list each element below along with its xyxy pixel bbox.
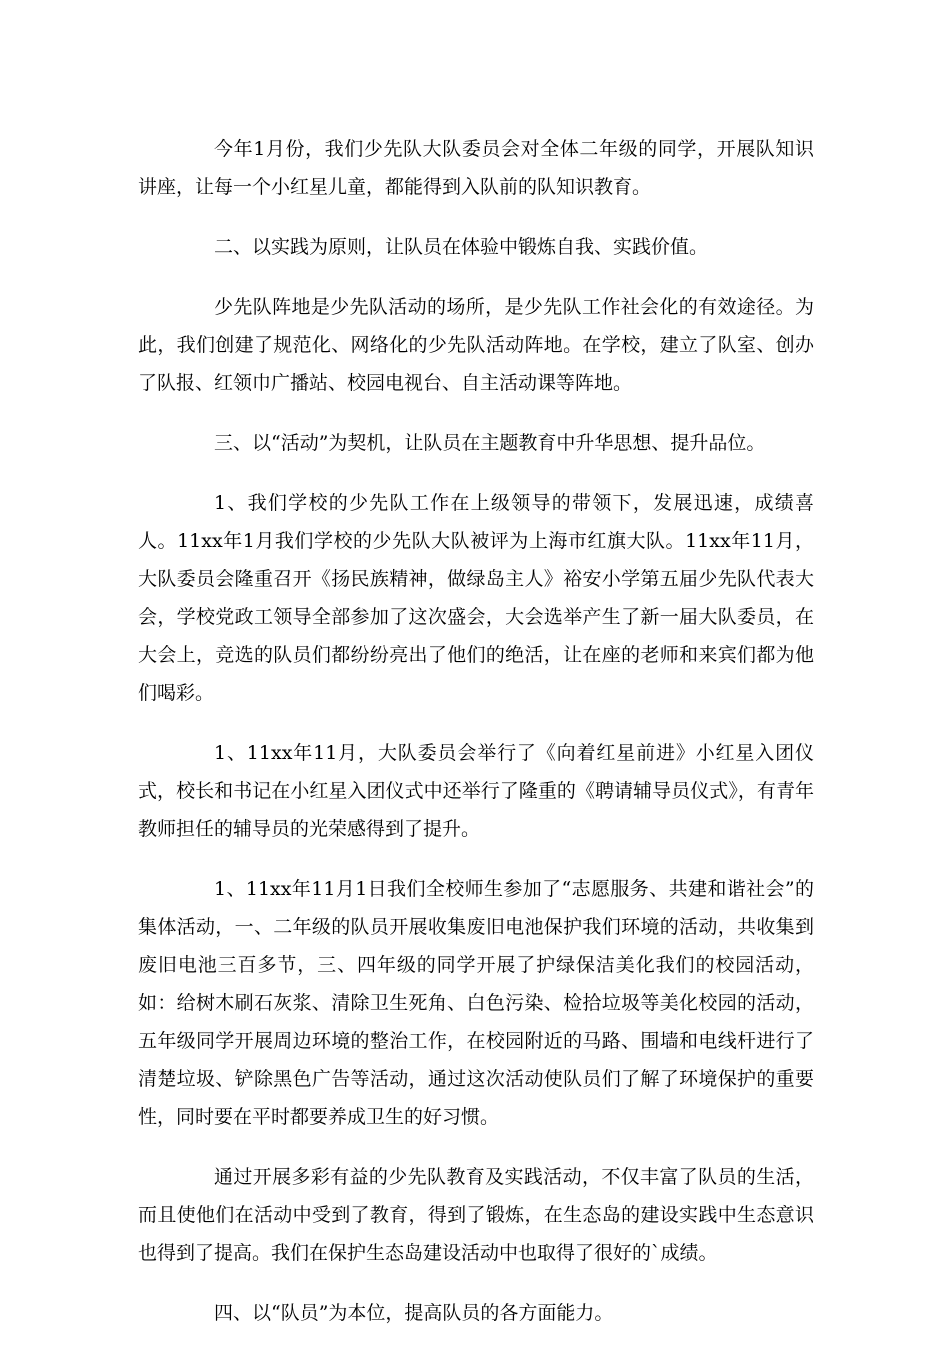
section-heading: 二、以实践为原则，让队员在体验中锻炼自我、实践价值。 xyxy=(214,236,709,258)
paragraph: 今年1月份，我们少先队大队委员会对全体二年级的同学，开展队知识讲座，让每一个小红星儿童，都能得到入队前的队知识教育。 xyxy=(138,138,814,198)
paragraph: 通过开展多彩有益的少先队教育及实践活动，不仅丰富了队员的生活，而且使他们在活动中受到了教育，得到了锻炼，在生态岛的建设实践中生态意识也得到了提高。我们在保护生态岛建设活动中也取得了很好的`成绩。 xyxy=(138,1166,814,1264)
document-body xyxy=(138,130,814,1354)
paragraph: 1、11xx年11月，大队委员会举行了《向着红星前进》小红星入团仪式，校长和书记在小红星入团仪式中还举行了隆重的《聘请辅导员仪式》，有青年教师担任的辅导员的光荣感得到了提升。 xyxy=(138,742,814,840)
paragraph: 1、我们学校的少先队工作在上级领导的带领下，发展迅速，成绩喜人。11xx年1月我们学校的少先队大队被评为上海市红旗大队。11xx年11月，大队委员会隆重召开《扬民族精神，做绿岛主人》裕安小学第五届少先队代表大会，学校党政工领导全部参加了这次盛会，大会选举产生了新一届大队委员，在大会上，竞选的队员们都纷纷亮出了他们的绝活，让在座的老师和来宾们都为他们喝彩。 xyxy=(138,492,814,704)
section-heading: 三、以“活动”为契机，让队员在主题教育中升华思想、提升品位。 xyxy=(214,432,766,454)
section-heading: 四、以“队员”为本位，提高队员的各方面能力。 xyxy=(214,1302,614,1324)
paragraph: 少先队阵地是少先队活动的场所，是少先队工作社会化的有效途径。为此，我们创建了规范化、网络化的少先队活动阵地。在学校，建立了队室、创办了队报、红领巾广播站、校园电视台、自主活动课等阵地。 xyxy=(138,296,814,394)
paragraph: 1、11xx年11月1日我们全校师生参加了“志愿服务、共建和谐社会”的集体活动，一、二年级的队员开展收集废旧电池保护我们环境的活动，共收集到废旧电池三百多节，三、四年级的同学开展了护绿保洁美化我们的校园活动，如：给树木刷石灰浆、清除卫生死角、白色污染、检拾垃圾等美化校园的活动，五年级同学开展周边环境的整治工作，在校园附近的马路、围墙和电线杆进行了清楚垃圾、铲除黑色广告等活动，通过这次活动使队员们了解了环境保护的重要性，同时要在平时都要养成卫生的好习惯。 xyxy=(138,878,814,1128)
